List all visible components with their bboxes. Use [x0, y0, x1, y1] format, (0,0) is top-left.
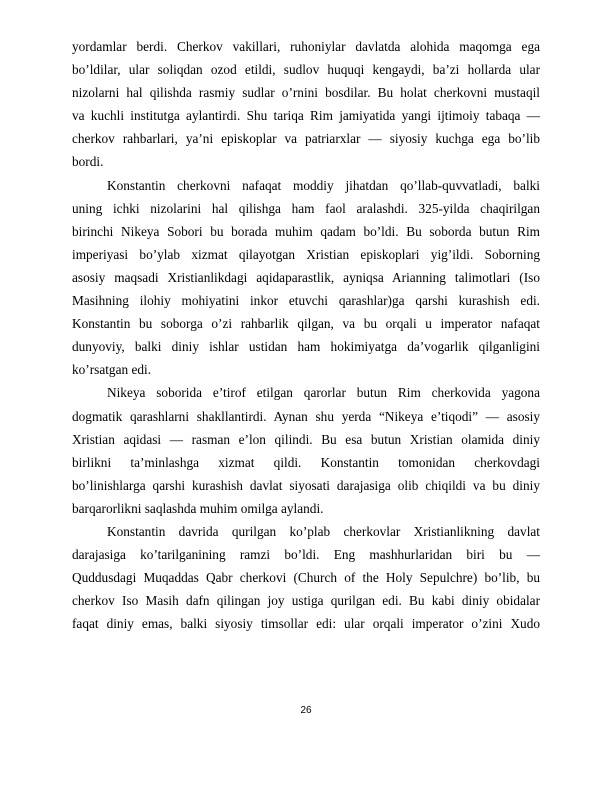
text-line: ko’rsatgan edi. — [72, 362, 152, 378]
document-body — [72, 35, 540, 635]
text-line: Konstantin davrida qurilgan ko’plab cherkovlar Xristianlikning davlat — [107, 523, 540, 539]
text-line: nizolarni hal qilishda rasmiy sudlar o’rnini bosdilar. Bu holat cherkovni mustaqil — [72, 85, 540, 101]
text-line: Masihning ilohiy mohiyatini inkor etuvchi qarashlar)ga qarshi kurashish edi. — [72, 293, 540, 309]
text-line: darajasiga ko’tarilganining ramzi bo’ldi. Eng mashhurlaridan biri bu — — [72, 547, 540, 563]
text-line: cherkov Iso Masih dafn qilingan joy ustiga qurilgan edi. Bu kabi diniy obidalar — [72, 593, 540, 609]
text-line: barqarorlikni saqlashda muhim omilga aylandi. — [72, 500, 324, 516]
text-line: imperiyasi bo’ylab xizmat qilayotgan Xristian episkoplari yig’ildi. Soborning — [72, 246, 540, 262]
text-line: dunyoviy, balki diniy ishlar ustidan ham hokimiyatga da’vogarlik qilganligini — [72, 339, 540, 355]
text-line: bo’linishlarga qarshi kurashish davlat siyosati darajasiga olib chiqildi va bu diniy — [72, 477, 540, 493]
text-line: va kuchli institutga aylantirdi. Shu tariqa Rim jamiyatida yangi ijtimoiy tabaqa — — [72, 108, 540, 124]
text-line: yordamlar berdi. Cherkov vakillari, ruhoniylar davlatda alohida maqomga ega — [72, 39, 540, 54]
text-line: asosiy maqsadi Xristianlikdagi aqidaparastlik, ayniqsa Arianning talimotlari (Iso — [72, 269, 540, 285]
text-line: faqat diniy emas, balki siyosiy timsollar edi: ular orqali imperator o’zini Xudo — [72, 616, 540, 632]
text-line: dogmatik qarashlarni shakllantirdi. Aynan shu yerda “Nikeya e’tiqodi” — asosiy — [72, 408, 540, 424]
text-line: birinchi Nikeya Sobori bu borada muhim qadam bo’ldi. Bu soborda butun Rim — [72, 223, 540, 239]
text-line: Quddusdagi Muqaddas Qabr cherkovi (Church of the Holy Sepulchre) bo’lib, bu — [72, 570, 540, 586]
paragraph-1 — [72, 35, 540, 174]
text-line: Xristian aqidasi — rasman e’lon qilindi. Bu esa butun Xristian olamida diniy — [72, 431, 540, 447]
text-line: Nikeya soborida e’tirof etilgan qarorlar butun Rim cherkovida yagona — [107, 385, 540, 401]
text-line: cherkov rahbarlari, ya’ni episkoplar va patriarxlar — siyosiy kuchga ega bo’lib — [72, 131, 540, 147]
page-number: 26 — [300, 705, 312, 716]
text-line: Konstantin cherkovni nafaqat moddiy jihatdan qo’llab-quvvatladi, balki — [107, 177, 540, 193]
paragraph-2 — [72, 174, 540, 382]
text-line: bordi. — [72, 154, 104, 170]
text-line: birlikni ta’minlashga xizmat qildi. Konstantin tomonidan cherkovdagi — [72, 454, 540, 470]
text-line: Konstantin bu soborga o’zi rahbarlik qilgan, va bu orqali u imperator nafaqat — [72, 316, 540, 332]
paragraph-4 — [72, 520, 540, 635]
text-line: bo’ldilar, ular soliqdan ozod etildi, sudlov huquqi kengaydi, ba’zi hollarda ular — [72, 62, 540, 78]
paragraph-3 — [72, 381, 540, 520]
text-line: uning ichki nizolarini hal qilishga ham faol aralashdi. 325-yilda chaqirilgan — [72, 200, 540, 216]
